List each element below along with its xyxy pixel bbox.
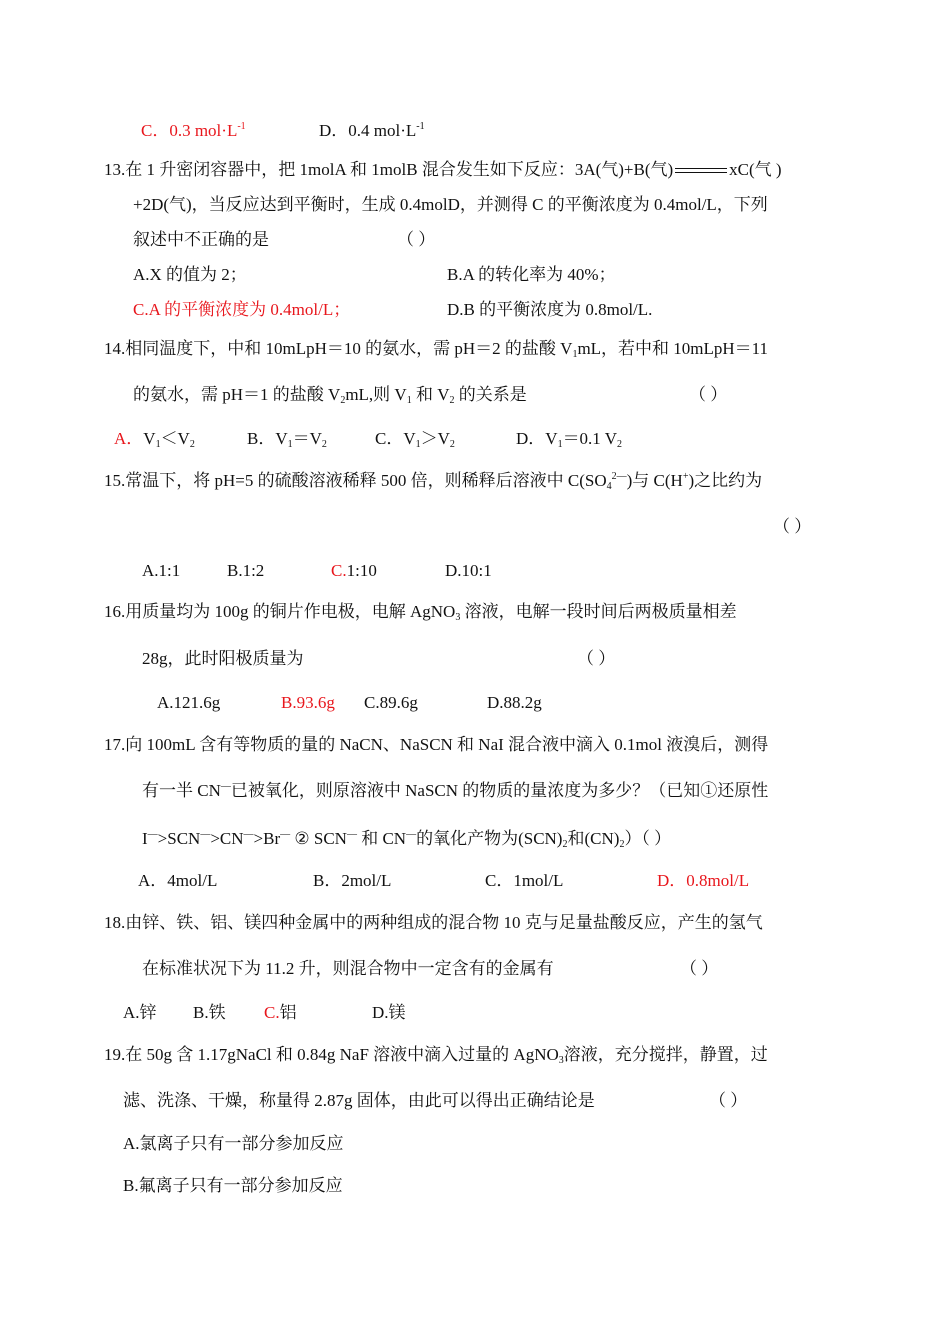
q13-answer-paren: （ ） xyxy=(397,230,436,249)
q15-stem-line1: 15.常温下，将 pH=5 的硫酸溶液稀释 500 倍，则稀释后溶液中 $C(SO_4^{2—})$与 C(H+)之比约为 xyxy=(104,471,763,492)
q17-stem-line3: I—>SCN—>CN—>Br— ② SCN— 和 CN—的氧化产物为$(SCN)_2$和$(CN)_2$）（ ） xyxy=(142,829,672,850)
q19-stem-line1: 19.在 50g 含 1.17gNaCl 和 0.84g NaF 溶液中滴入过量的 AgNO$_3$溶液，充分搅拌，静置，过 xyxy=(104,1045,768,1066)
q18-option-c: C.铝 xyxy=(264,1003,297,1022)
q12-option-c: C．0.3 $mol\cdot L^{-1}$ xyxy=(141,121,246,140)
q19-answer-paren: （ ） xyxy=(709,1091,748,1110)
q17-option-c: C．1mol/L xyxy=(485,871,564,890)
q16-stem-line1: 16.用质量均为 100g 的铜片作电极，电解 AgNO$_3$ 溶液，电解一段时间后两极质量相差 xyxy=(104,602,737,623)
q16-option-b: B.93.6g xyxy=(281,693,335,712)
q14-option-c: C．$V_1>V_2$ xyxy=(375,429,455,450)
q17-stem-line1: 17.向 100mL 含有等物质的量的 NaCN、NaSCN 和 NaI 混合液中滴入 0.1mol 液溴后，测得 xyxy=(104,735,769,754)
q19-option-b: B.氟离子只有一部分参加反应 xyxy=(123,1176,343,1195)
q15-option-a: A.1:1 xyxy=(142,561,181,580)
q16-stem-line2: 28g，此时阳极质量为 xyxy=(142,649,304,668)
q13-option-a: A.X 的值为 2； xyxy=(133,265,247,284)
q13-stem-line2: +2D(气)，当反应达到平衡时，生成 0.4molD，并测得 C 的平衡浓度为 0.4mol/L，下列 xyxy=(133,195,768,214)
q18-option-a: A.锌 xyxy=(123,1003,157,1022)
q12-option-d: D．0.4 $mol\cdot L^{-1}$ xyxy=(319,121,425,140)
q18-stem-line1: 18.由锌、铁、铝、镁四种金属中的两种组成的混合物 10 克与足量盐酸反应，产生的氢气 xyxy=(104,913,763,932)
q19-stem-line2: 滤、洗涤、干燥，称量得 2.87g 固体，由此可以得出正确结论是 xyxy=(123,1091,595,1110)
q14-option-d: D．$V_1=0.1$ $V_2$ xyxy=(516,429,623,450)
q17-option-a: A．4mol/L xyxy=(138,871,218,890)
q18-stem-line2: 在标准状况下为 11.2 升，则混合物中一定含有的金属有 xyxy=(142,959,554,978)
q16-option-a: A.121.6g xyxy=(157,693,221,712)
q17-option-b: B．2mol/L xyxy=(313,871,392,890)
q15-option-d: D.10:1 xyxy=(445,561,492,580)
q16-option-d: D.88.2g xyxy=(487,693,542,712)
equilibrium-arrow-icon xyxy=(673,159,729,181)
q15-option-b: B.1:2 xyxy=(227,561,265,580)
q14-answer-paren: （ ） xyxy=(689,385,728,404)
q14-option-a: A．$V_1<V_2$ xyxy=(114,429,195,450)
q14-stem-line2: 的氨水，需 pH＝1 的盐酸 $V_2mL$,则 $V_1$ 和 $V_2$ 的关系是 xyxy=(133,385,527,406)
q15-answer-paren: （ ） xyxy=(773,517,812,536)
q16-answer-paren: （ ） xyxy=(577,649,616,668)
q14-option-b: B．$V_1=V_2$ xyxy=(247,429,327,450)
q18-option-b: B.铁 xyxy=(193,1003,226,1022)
q19-option-a: A.氯离子只有一部分参加反应 xyxy=(123,1134,344,1153)
q14-stem-line1: 14.相同温度下，中和 10mLpH＝10 的氨水，需 pH＝2 的盐酸 $V_1mL$，若中和 10mLpH＝11 xyxy=(104,339,769,360)
q16-option-c: C.89.6g xyxy=(364,693,418,712)
q13-option-d: D.B 的平衡浓度为 0.8mol/L. xyxy=(447,300,653,319)
q13-option-b: B.A 的转化率为 40%； xyxy=(447,265,616,284)
q18-answer-paren: （ ） xyxy=(680,959,719,978)
q13-option-c: C.A 的平衡浓度为 0.4mol/L； xyxy=(133,300,351,319)
q17-stem-line2: 有一半 CN—已被氧化，则原溶液中 NaSCN 的物质的量浓度为多少？（已知①还原性 xyxy=(142,781,769,800)
q18-option-d: D.镁 xyxy=(372,1003,406,1022)
q13-stem-line3: 叙述中不正确的是 （ ） xyxy=(133,230,436,249)
q17-option-d: D．0.8mol/L xyxy=(657,871,750,890)
q13-stem-line1: 13.在 1 升密闭容器中，把 1molA 和 1molB 混合发生如下反应：3A(气)+B(气) xC(气 ) xyxy=(104,160,782,179)
q15-option-c: C.1:10 xyxy=(331,561,377,580)
